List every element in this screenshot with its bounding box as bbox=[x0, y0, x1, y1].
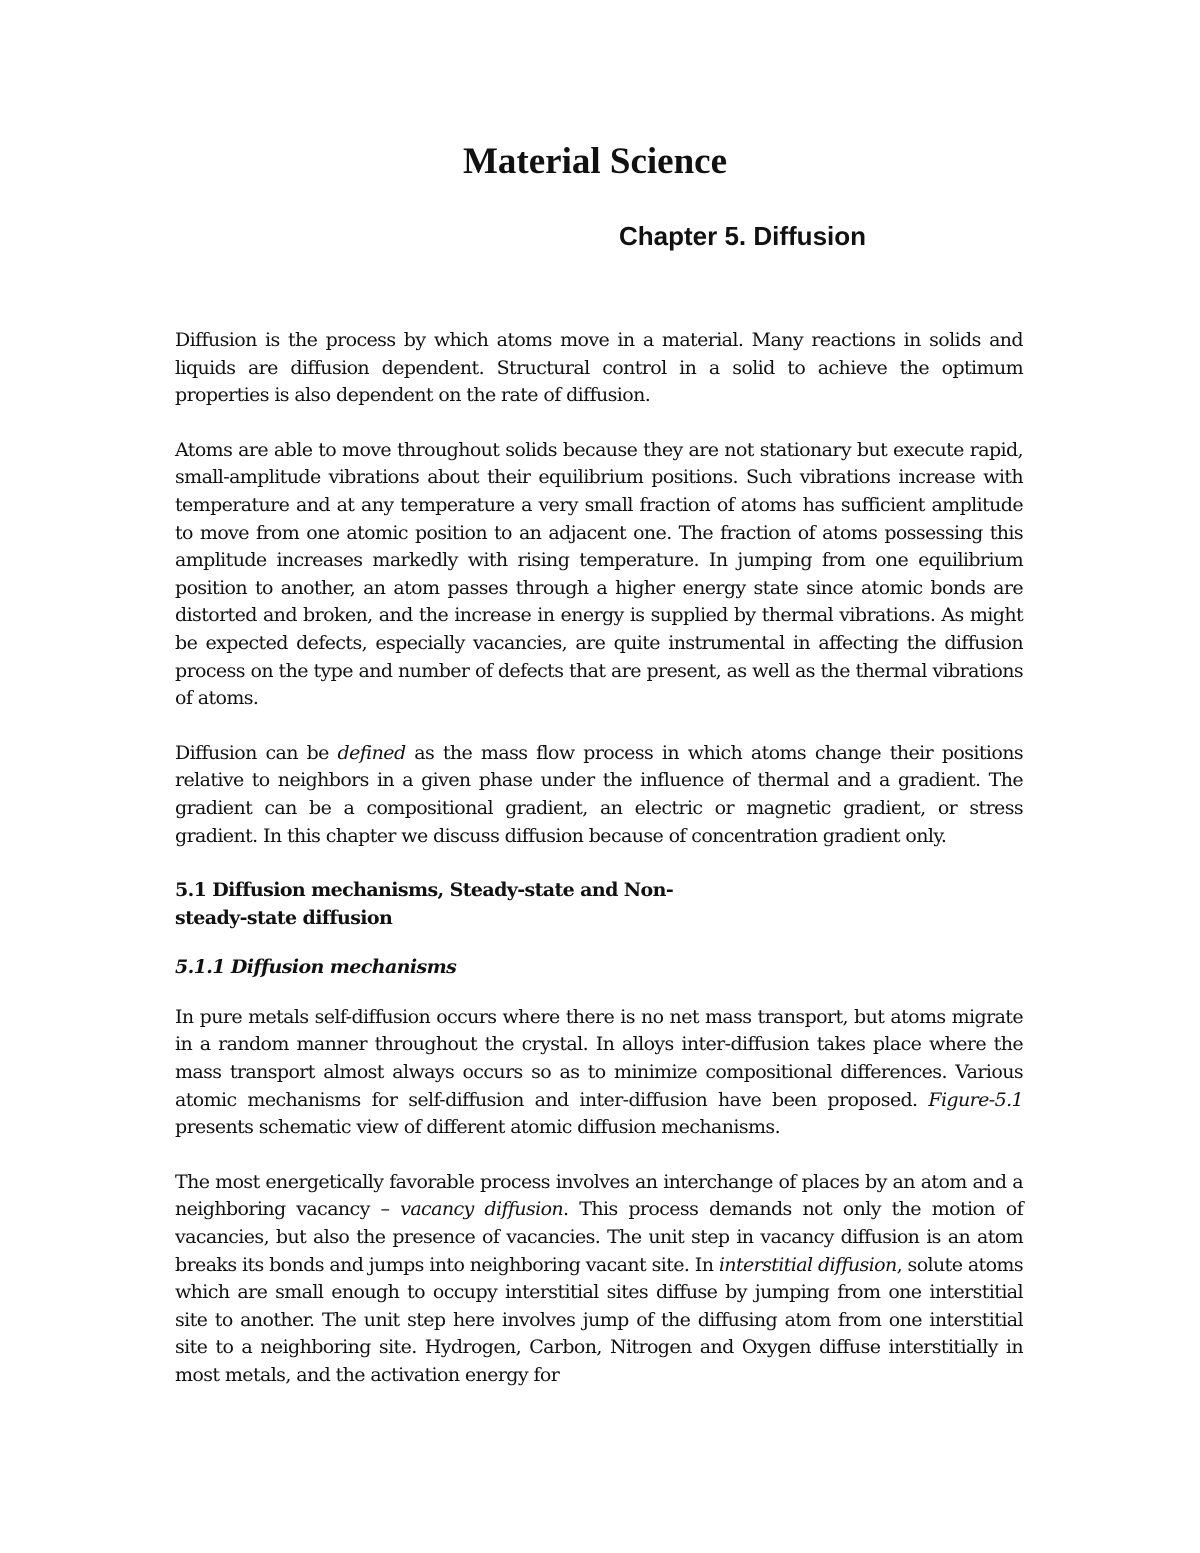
mechanisms-text-3: , solute atoms which are small enough to occupy interstitial sites diffuse by jumping from one interstitial site to another. The unit step here involves jump of the diffusing atom from one interstitial site to a neighboring site. Hydrogen, Carbon, Nitrogen and Oxygen diffuse interstitially in most metals, and the activation energy for bbox=[175, 1253, 1023, 1386]
mechanisms-text-1: The most energetically favorable process involves an interchange of places by an atom and a neighboring vacancy – bbox=[175, 1170, 1023, 1221]
self-diffusion-text-end: presents schematic view of different atomic diffusion mechanisms. bbox=[175, 1116, 781, 1139]
chapter-heading: Chapter 5. Diffusion bbox=[619, 221, 867, 251]
document-body bbox=[175, 327, 1023, 1417]
definition-emphasis: defined bbox=[337, 741, 406, 764]
subsection-heading-5-1-1: 5.1.1 Diffusion mechanisms bbox=[175, 956, 457, 979]
paragraph-self-diffusion bbox=[175, 1004, 1023, 1142]
paragraph-atomic-vibrations: Atoms are able to move throughout solids because they are not stationary but execute rapid, small-amplitude vibrations about their equilibrium positions. Such vibrations increase with temperature and at any temperature a very small fraction of atoms has sufficient amplitude to move from one atomic position to an adjacent one. The fraction of atoms possessing this amplitude increases markedly with rising temperature. In jumping from one equilibrium position to another, an atom passes through a higher energy state since atomic bonds are distorted and broken, and the increase in energy is supplied by thermal vibrations. As might be expected defects, especially vacancies, are quite instrumental in affecting the diffusion process on the type and number of defects that are present, as well as the thermal vibrations of atoms. bbox=[175, 438, 1023, 710]
document-title: Material Science bbox=[462, 141, 728, 182]
figure-reference: Figure-5.1 bbox=[928, 1088, 1023, 1111]
interstitial-diffusion-term: interstitial diffusion bbox=[718, 1253, 897, 1276]
paragraph-intro: Diffusion is the process by which atoms move in a material. Many reactions in solids and liquids are diffusion dependent. Structural control in a solid to achieve the optimum properties is also dependent on the rate of diffusion. bbox=[175, 329, 1023, 407]
definition-text-end: as the mass flow process in which atoms change their positions relative to neighbors in a given phase under the influence of thermal and a gradient. The gradient can be a compositional gradient, an electric or magnetic gradient, or stress gradient. In this chapter we discuss diffusion because of concentration gradient only. bbox=[175, 741, 1023, 847]
section-heading-5-1: 5.1 Diffusion mechanisms, Steady-state and Non-steady-state diffusion bbox=[175, 879, 674, 929]
self-diffusion-text-start: In pure metals self-diffusion occurs where there is no net mass transport, but atoms migrate in a random manner throughout the crystal. In alloys inter-diffusion takes place where the mass transport almost always occurs so as to minimize compositional differences. Various atomic mechanisms for self-diffusion and inter-diffusion have been proposed. bbox=[175, 1005, 1023, 1111]
definition-text-start: Diffusion can be bbox=[175, 741, 338, 764]
paragraph-definition bbox=[175, 740, 1023, 850]
paragraph-mechanisms bbox=[175, 1169, 1023, 1390]
vacancy-diffusion-term: vacancy diffusion bbox=[400, 1198, 564, 1221]
mechanisms-text-2: . This process demands not only the motion of vacancies, but also the presence of vacancies. The unit step in vacancy diffusion is an atom breaks its bonds and jumps into neighboring vacant site. In bbox=[175, 1198, 1023, 1276]
